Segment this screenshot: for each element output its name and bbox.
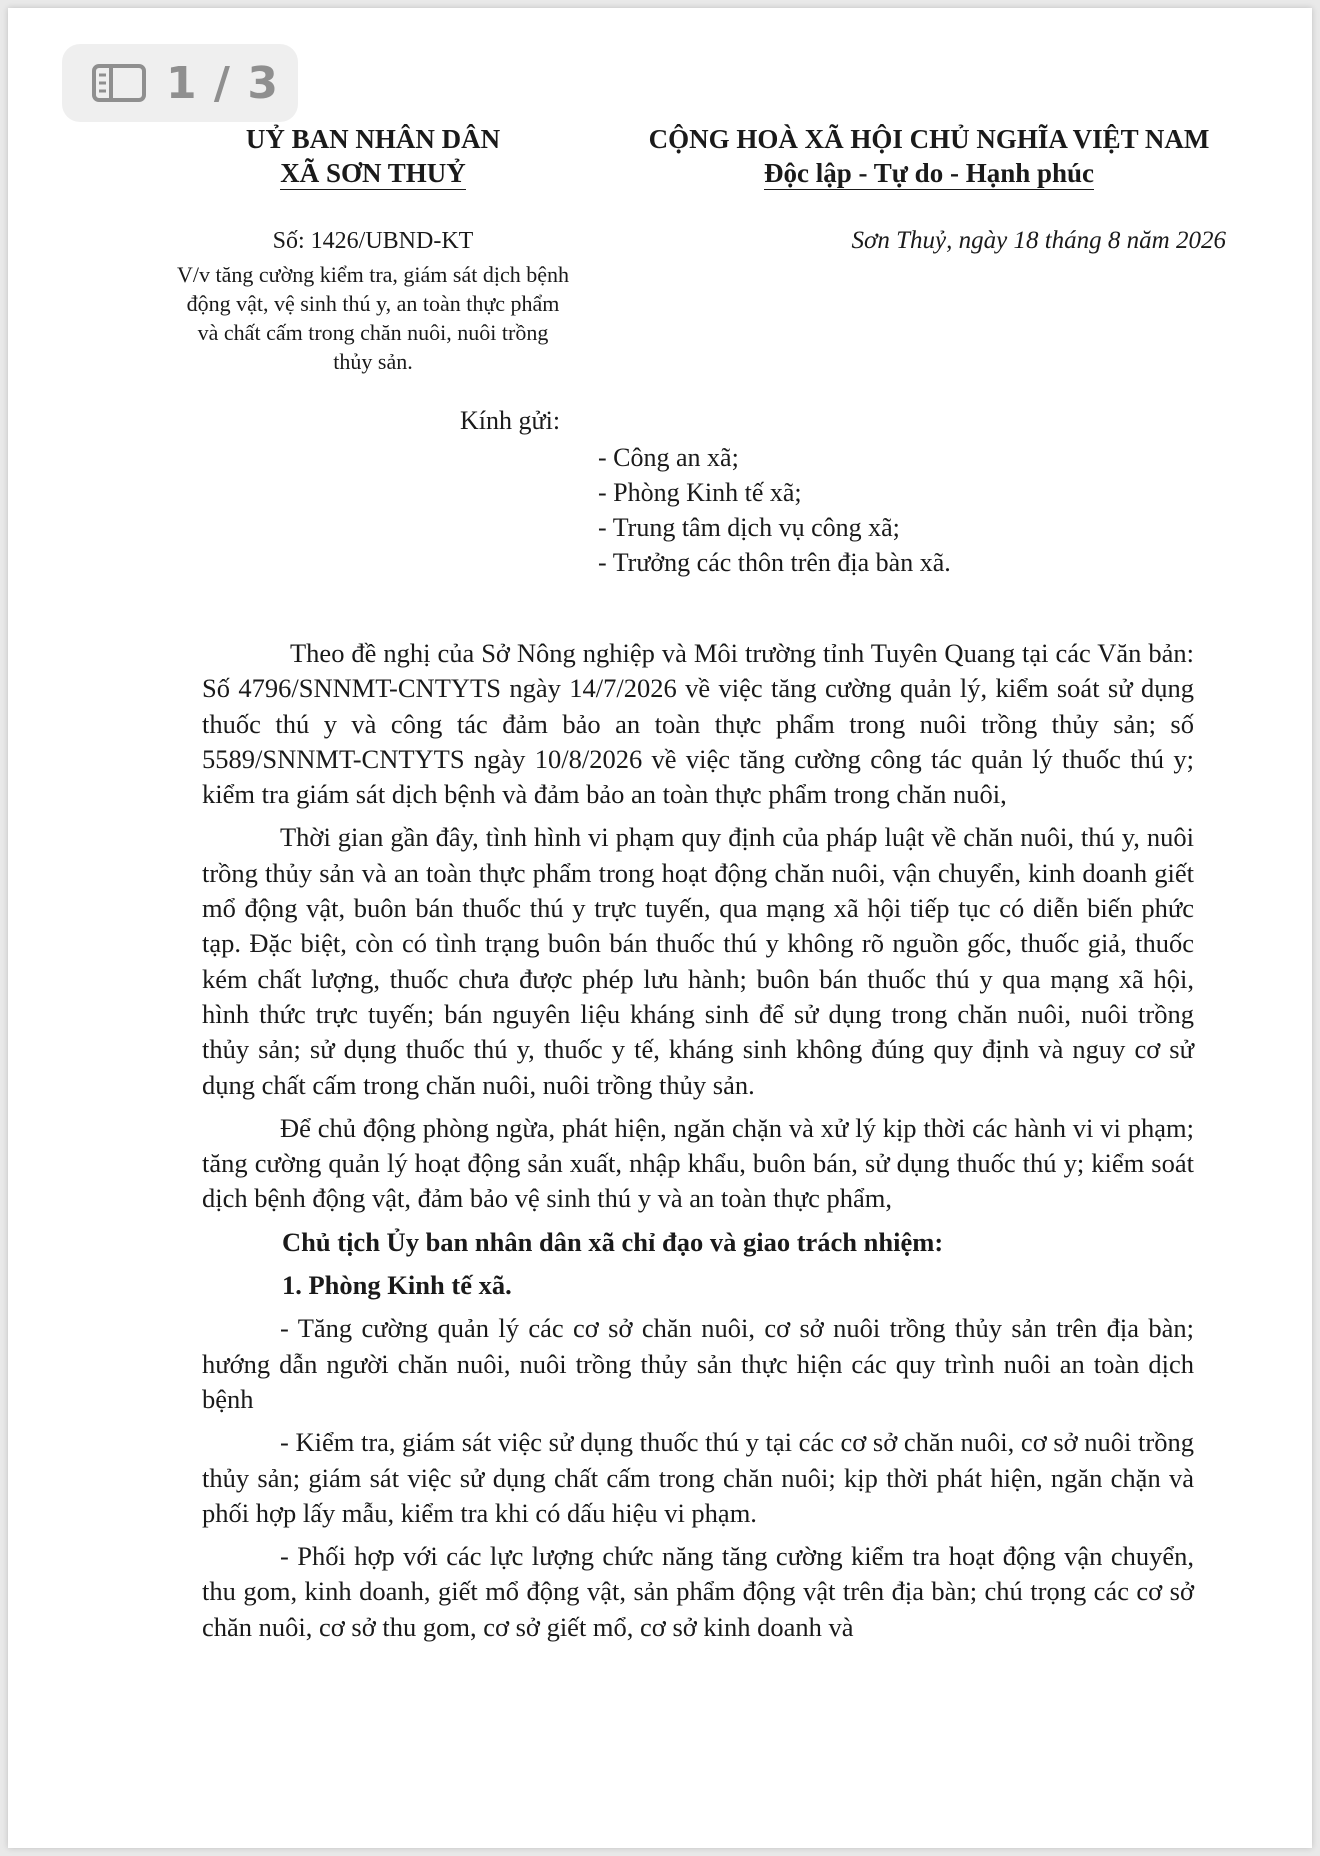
page-indicator[interactable] [62, 44, 298, 122]
national-title: CỘNG HOÀ XÃ HỘI CHỦ NGHĨA VIỆT NAM [648, 124, 1210, 154]
paragraph-situation: Thời gian gần đây, tình hình vi phạm quy định của pháp luật về chăn nuôi, thú y, nuôi trồng thủy sản và an toàn thực phẩm trong hoạt động chăn nuôi, vận chuyển, kinh doanh giết mổ động vật, buôn bán thuốc thú y trực tuyến, qua mạng xã hội tiếp tục có diễn biến phức tạp. Đặc biệt, còn có tình trạng buôn bán thuốc thú y không rõ nguồn gốc, thuốc giả, thuốc kém chất lượng, thuốc chưa được phép lưu hành; buôn bán thuốc thú y qua mạng xã hội, hình thức trực tuyến; bán nguyên liệu kháng sinh để sử dụng trong chăn nuôi, nuôi trồng thủy sản; sử dụng thuốc thú y, thuốc y tế, kháng sinh không đúng quy định và nguy cơ sử dụng chất cấm trong chăn nuôi, nuôi trồng thủy sản. [202, 822, 1194, 1100]
paragraph-reference: Theo đề nghị của Sở Nông nghiệp và Môi trường tỉnh Tuyên Quang tại các Văn bản: Số 4796/SNNMT-CNTYTS ngày 14/7/2026 về việc tăng cường quản lý, kiểm soát sử dụng thuốc thú y và công tác đảm bảo an toàn thực phẩm trong nuôi trồng thủy sản; số 5589/SNNMT-CNTYTS ngày 10/8/2026 về việc tăng cường công tác quản lý thuốc thú y; kiểm tra giám sát dịch bệnh và đảm bảo an toàn thực phẩm trong chăn nuôi, [202, 638, 1194, 810]
paragraph-purpose: Để chủ động phòng ngừa, phát hiện, ngăn chặn và xử lý kịp thời các hành vi vi phạm; tăng cường quản lý hoạt động sản xuất, nhập khẩu, buôn bán, sử dụng thuốc thú y; kiểm soát dịch bệnh động vật, đảm bảo vệ sinh thú y và an toàn thực phẩm, [202, 1112, 1194, 1214]
org-name: UỶ BAN NHÂN DÂN [245, 124, 501, 154]
greeting: Kính gửi: [460, 406, 561, 435]
recipient-item: - Trưởng các thôn trên địa bàn xã. [598, 548, 951, 577]
document-body [202, 636, 1194, 1653]
document-number: Số: 1426/UBND-KT [272, 228, 474, 254]
document-page [8, 8, 1312, 1848]
document-subject: V/v tăng cường kiểm tra, giám sát dịch bệnh động vật, vệ sinh thú y, an toàn thực phẩm và chất cấm trong chăn nuôi, nuôi trồng thủy sản. [177, 262, 569, 374]
recipient-list [598, 440, 951, 580]
recipient-item: - Công an xã; [598, 443, 739, 472]
section-heading: 1. Phòng Kinh tế xã. [282, 1270, 512, 1301]
directive-heading: Chủ tịch Ủy ban nhân dân xã chỉ đạo và giao trách nhiệm: [282, 1226, 944, 1257]
national-motto-block [614, 122, 1244, 256]
page-counter: 1 / 3 [166, 57, 279, 109]
recipient-item: - Phòng Kinh tế xã; [598, 478, 802, 507]
task-item: - Tăng cường quản lý các cơ sở chăn nuôi, cơ sở nuôi trồng thủy sản trên địa bàn; hướng dẫn người chăn nuôi, nuôi trồng thủy sản thực hiện các quy trình nuôi an toàn dịch bệnh [202, 1313, 1194, 1414]
national-motto: Độc lập - Tự do - Hạnh phúc [763, 158, 1095, 188]
recipient-item: - Trung tâm dịch vụ công xã; [598, 513, 900, 542]
issue-date: Sơn Thuỷ, ngày 18 tháng 8 năm 2026 [851, 227, 1226, 254]
org-subname: XÃ SƠN THUỶ [280, 158, 466, 188]
sidebar-icon[interactable] [92, 64, 146, 102]
task-item: - Kiểm tra, giám sát việc sử dụng thuốc thú y tại các cơ sở chăn nuôi, cơ sở nuôi trồng thủy sản; giám sát việc sử dụng chất cấm trong chăn nuôi; kịp thời phát hiện, ngăn chặn và phối hợp lấy mẫu, kiểm tra khi có dấu hiệu vi phạm. [202, 1427, 1194, 1528]
task-item: - Phối hợp với các lực lượng chức năng tăng cường kiểm tra hoạt động vận chuyển, thu gom, kinh doanh, giết mổ động vật, sản phẩm động vật trên địa bàn; chú trọng các cơ sở chăn nuôi, cơ sở thu gom, cơ sở giết mổ, cơ sở kinh doanh và [202, 1541, 1194, 1642]
issuing-authority-block [158, 122, 588, 376]
